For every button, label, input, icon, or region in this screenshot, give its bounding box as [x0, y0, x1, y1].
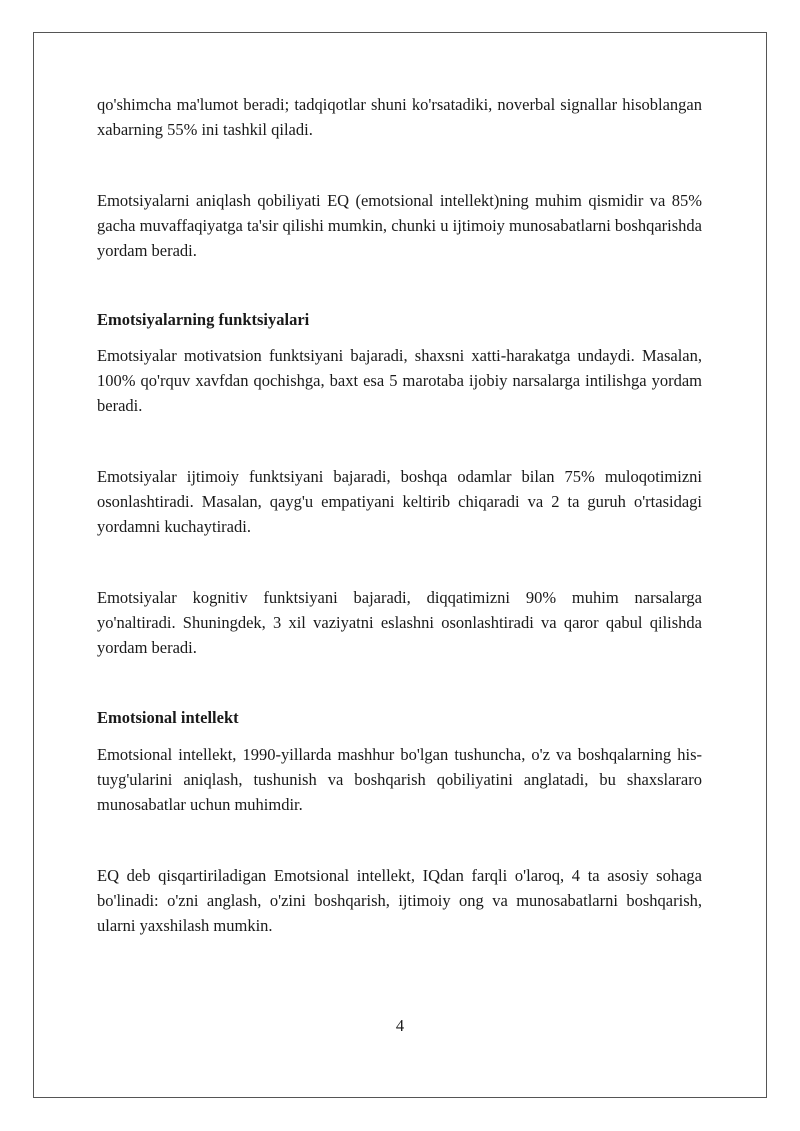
page-number: 4	[395, 1016, 405, 1035]
paragraph: Emotsiyalar ijtimoiy funktsiyani bajaradi, boshqa odamlar bilan 75% muloqotimizni osonlashtiradi. Masalan, qayg'u empatiyani keltirib chiqaradi va 2 ta guruh o'rtasidagi yordamni kuchaytiradi.	[97, 467, 702, 536]
paragraph: EQ deb qisqartiriladigan Emotsional intellekt, IQdan farqli o'laroq, 4 ta asosiy sohaga bo'linadi: o'zni anglash, o'zini boshqarish, ijtimoiy ong va munosabatlarni boshqarish, ularni yaxshilash mumkin.	[97, 866, 702, 935]
paragraph: Emotsiyalarni aniqlash qobiliyati EQ (emotsional intellekt)ning muhim qismidir va 85% gacha muvaffaqiyatga ta'sir qilishi mumkin, chunki u ijtimoiy munosabatlarni boshqarishda yordam beradi.	[97, 191, 702, 260]
section-heading: Emotsiyalarning funktsiyalari	[97, 310, 310, 329]
page-content	[97, 92, 702, 938]
section-heading: Emotsional intellekt	[97, 708, 239, 727]
paragraph: Emotsiyalar motivatsion funktsiyani bajaradi, shaxsni xatti-harakatga undaydi. Masalan, 100% qo'rquv xavfdan qochishga, baxt esa 5 marotaba ijobiy narsalarga intilishga yordam beradi.	[97, 346, 702, 415]
paragraph: qo'shimcha ma'lumot beradi; tadqiqotlar shuni ko'rsatadiki, noverbal signallar hisoblangan xabarning 55% ini tashkil qiladi.	[97, 95, 702, 139]
paragraph: Emotsional intellekt, 1990-yillarda mashhur bo'lgan tushuncha, o'z va boshqalarning his-tuyg'ularini aniqlash, tushunish va boshqarish qobiliyatini anglatadi, bu shaxslararo munosabatlar uchun muhimdir.	[97, 745, 702, 814]
paragraph: Emotsiyalar kognitiv funktsiyani bajaradi, diqqatimizni 90% muhim narsalarga yo'naltiradi. Shuningdek, 3 xil vaziyatni eslashni osonlashtiradi va qaror qabul qilishda yordam beradi.	[97, 588, 702, 657]
